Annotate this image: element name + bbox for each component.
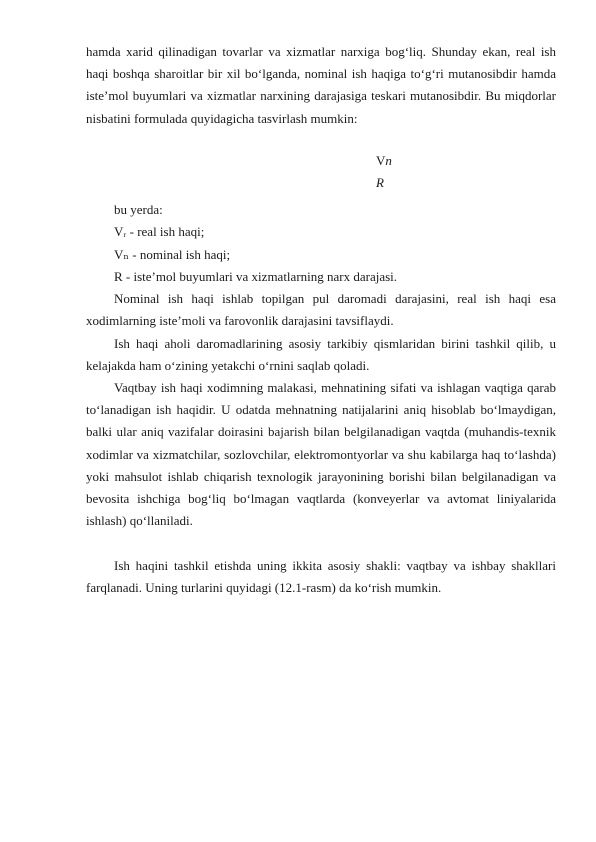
formula-n: n [385, 153, 392, 168]
definitions-intro: bu yerda: [114, 202, 163, 217]
paragraph-intro: hamda xarid qilinadigan tovarlar va xizmatlar narxiga bog‘liq. Shunday ekan, real ish haqi boshqa sharoitlar bir xil bo‘lganda, nominal ish haqiga to‘g‘ri mutanosibdir hamda iste’mol buyumlari va xizmatlar narxining darajasiga teskari mutanosibdir. Bu miqdorlar nisbatini formulada quyidagicha tasvirlash mumkin: [86, 44, 556, 126]
formula-denominator [376, 172, 384, 194]
paragraph-nominal: Nominal ish haqi ishlab topilgan pul daromadi darajasini, real ish haqi esa xodimlarning iste’moli va farovonlik darajasini tavsiflaydi. [86, 291, 556, 329]
formula-v: V [376, 153, 386, 168]
definition-r: R - iste’mol buyumlari va xizmatlarning narx darajasi. [114, 269, 398, 284]
formula-r: R [376, 175, 384, 190]
formula-numerator [376, 150, 392, 172]
definition-vn: Vₙ - nominal ish haqi; [114, 247, 231, 262]
paragraph-shakl: Ish haqini tashkil etishda uning ikkita asosiy shakli: vaqtbay va ishbay shakllari farqlanadi. Uning turlarini quyidagi (12.1-rasm) da ko‘rish mumkin. [86, 558, 556, 596]
paragraph-vaqtbay: Vaqtbay ish haqi xodimning malakasi, mehnatining sifati va ishlagan vaqtiga qarab to‘lanadigan ish haqidir. U odatda mehnatning natijalarini aniq hisoblab bo‘lmaydigan, balki ular aniq vazifalar doirasini bajarish bilan belgilanadigan vaqtda (muhandis-texnik xodimlar va xizmatchilar, sozlovchilar, elektromontyorlar va shu kabilarga haq to‘lashda) yoki mahsulot ishlab chiqarish texnologik jarayonining borishi bilan belgilanadigan va bevosita ishchiga bog‘liq bo‘lmagan vaqtlarda (konveyerlar va avtomat liniyalarida ishlash) qo‘llaniladi. [86, 380, 556, 529]
definition-vr: Vᵣ - real ish haqi; [114, 224, 205, 239]
paragraph-aholi: Ish haqi aholi daromadlarining asosiy tarkibiy qismlaridan birini tashkil qilib, u kelajakda ham o‘zining yetakchi o‘rnini saqlab qoladi. [86, 336, 556, 374]
